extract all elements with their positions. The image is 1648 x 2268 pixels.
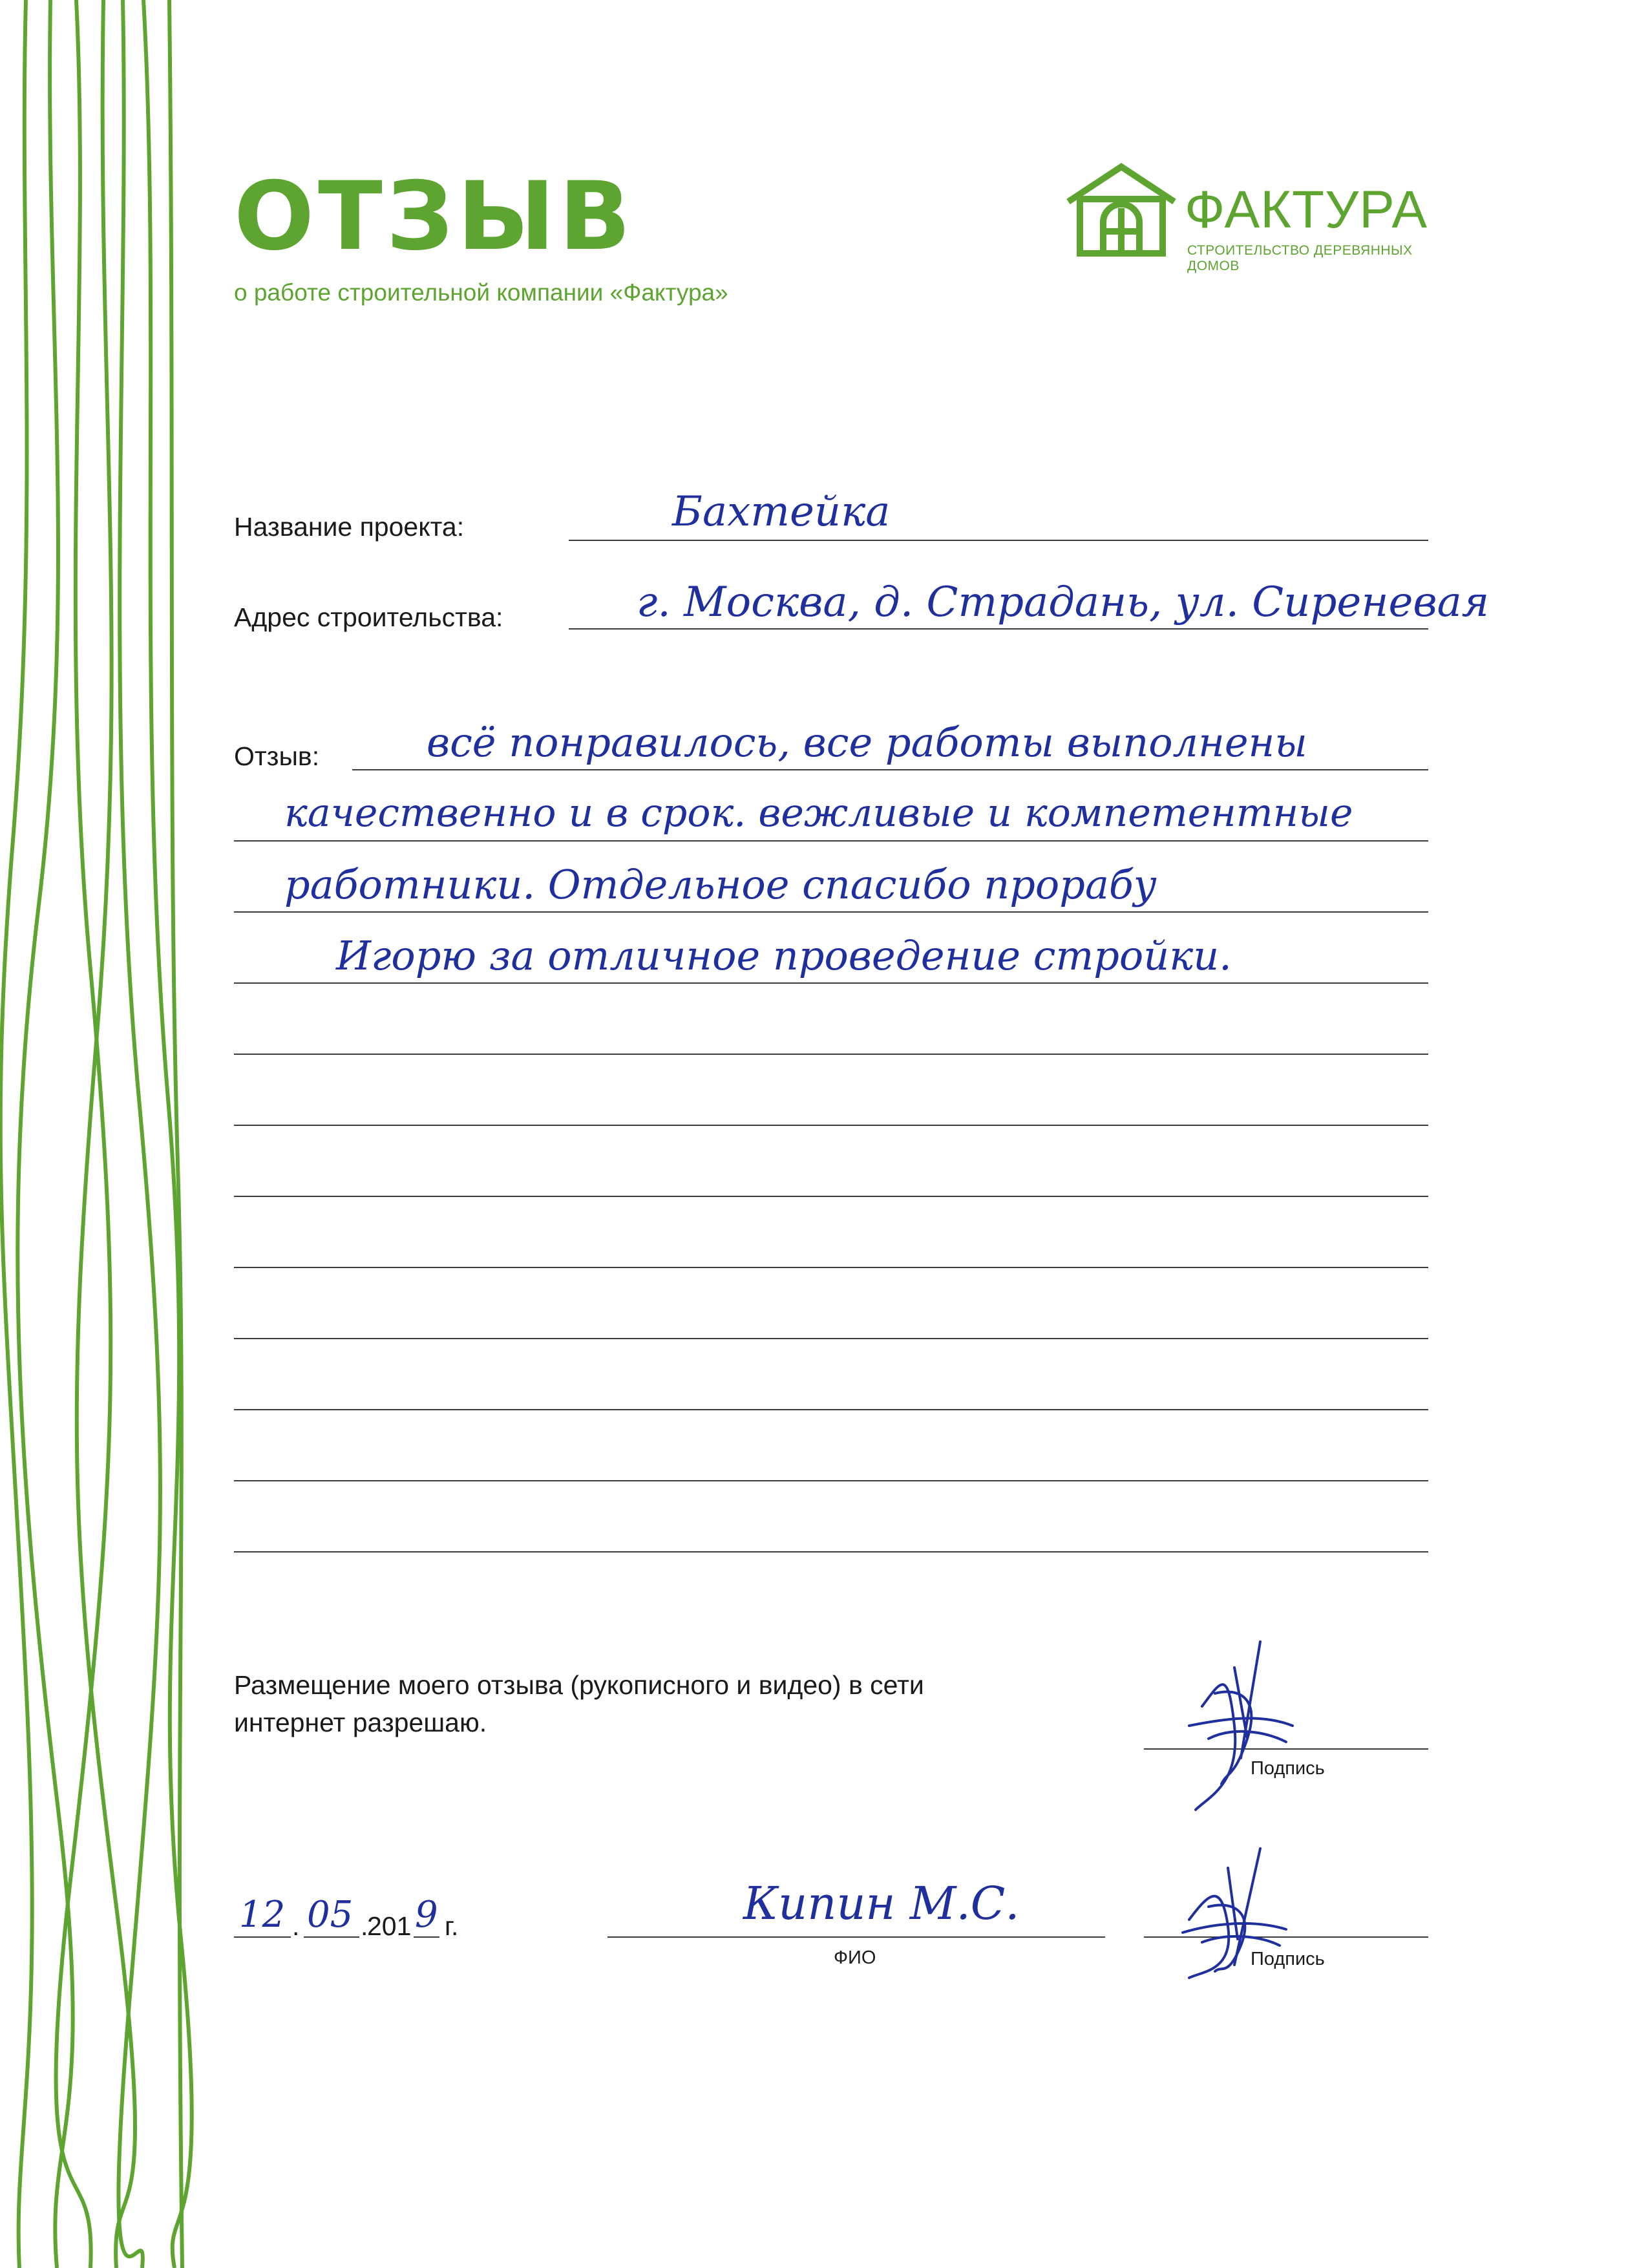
review-line-4 bbox=[234, 982, 1428, 984]
decorative-wavy-lines bbox=[0, 0, 194, 2268]
page-title: ОТЗЫВ bbox=[234, 162, 635, 271]
review-text-line-2: качественно и в срок. вежливые и компетентные bbox=[284, 790, 1353, 836]
date-suffix: г. bbox=[445, 1911, 459, 1941]
project-name-label: Название проекта: bbox=[234, 512, 465, 542]
final-signature-label: Подпись bbox=[1251, 1949, 1325, 1969]
address-value: г. Москва, д. Страдань, ул. Сиреневая bbox=[637, 578, 1490, 626]
review-line-10 bbox=[234, 1409, 1428, 1410]
review-text-line-3: работники. Отдельное спасибо прорабу bbox=[284, 861, 1157, 908]
consent-signature-mark bbox=[1163, 1629, 1331, 1823]
date-year-prefix: 201 bbox=[367, 1911, 412, 1941]
review-line-6 bbox=[234, 1125, 1428, 1126]
review-line-2 bbox=[234, 840, 1428, 842]
final-signature-mark bbox=[1163, 1842, 1318, 1991]
date-separator-2: . bbox=[361, 1911, 368, 1941]
project-name-line bbox=[569, 540, 1428, 541]
review-text-line-4: Игорю за отличное проведение стройки. bbox=[336, 932, 1232, 979]
review-line-7 bbox=[234, 1196, 1428, 1197]
review-line-5 bbox=[234, 1054, 1428, 1055]
date-month: 05 bbox=[307, 1894, 354, 1936]
fio-label: ФИО bbox=[834, 1947, 876, 1968]
company-logo bbox=[1063, 155, 1438, 271]
date-year-digit: 9 bbox=[415, 1894, 438, 1936]
review-line-8 bbox=[234, 1267, 1428, 1268]
date-day-line bbox=[234, 1936, 291, 1938]
consent-signature-label: Подпись bbox=[1251, 1758, 1325, 1779]
date-separator-1: . bbox=[292, 1911, 300, 1941]
page-subtitle: о работе строительной компании «Фактура» bbox=[234, 279, 728, 306]
logo-name: ФАКТУРА bbox=[1185, 180, 1428, 239]
fio-line bbox=[607, 1936, 1105, 1938]
date-day: 12 bbox=[239, 1894, 286, 1936]
consent-text: Размещение моего отзыва (рукописного и видео) в сети интернет разрешаю. bbox=[234, 1670, 924, 1737]
review-line-3 bbox=[234, 911, 1428, 913]
project-name-value: Бахтейка bbox=[672, 488, 891, 536]
review-line-9 bbox=[234, 1338, 1428, 1339]
date-year-line bbox=[414, 1936, 439, 1938]
date-month-line bbox=[304, 1936, 359, 1938]
review-text-line-1: всё понравилось, все работы выполнены bbox=[427, 719, 1307, 766]
address-line bbox=[569, 628, 1428, 630]
review-label: Отзыв: bbox=[234, 741, 320, 771]
logo-tagline: СТРОИТЕЛЬСТВО ДЕРЕВЯННЫХ ДОМОВ bbox=[1187, 243, 1413, 273]
fio-value: Кипин М.С. bbox=[743, 1877, 1020, 1930]
address-label: Адрес строительства: bbox=[234, 602, 503, 632]
review-line-12 bbox=[234, 1551, 1428, 1553]
review-line-11 bbox=[234, 1480, 1428, 1481]
house-icon bbox=[1063, 162, 1179, 259]
review-line-1 bbox=[352, 769, 1428, 770]
